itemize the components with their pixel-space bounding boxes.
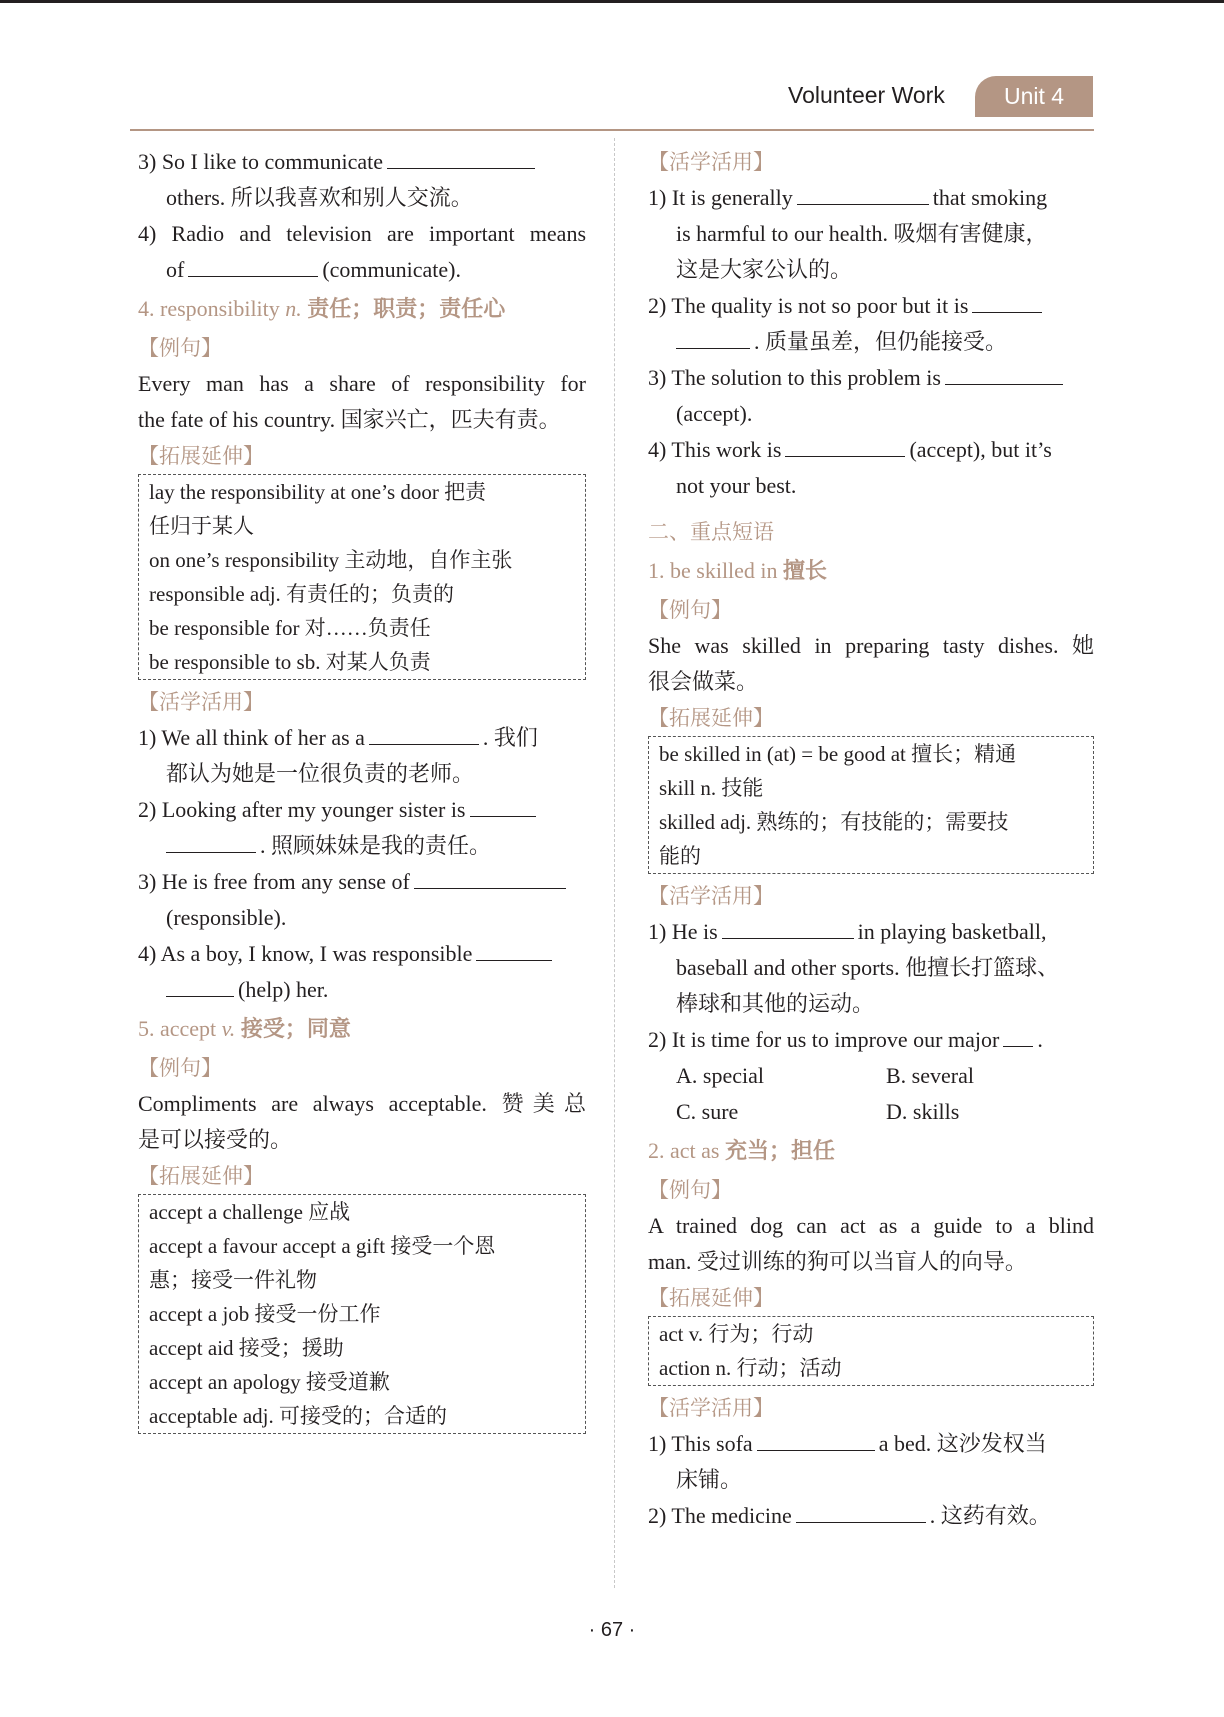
- practice-label: 【活学活用】: [138, 690, 264, 714]
- exercise-item: 3) The solution to this problem is: [648, 360, 1094, 396]
- right-column: [648, 144, 1094, 1534]
- answer-blank[interactable]: [166, 831, 256, 853]
- exercise-item: 4) As a boy, I know, I was responsible: [138, 936, 586, 972]
- extension-line: lay the responsibility at one’s door 把责: [149, 480, 487, 504]
- example-text: She was skilled in preparing tasty dishes. 她: [648, 633, 1094, 658]
- topic-heading-responsibility: 4. responsibility n. 责任；职责；责任心: [138, 296, 506, 321]
- example-text: the fate of his country. 国家兴亡，匹夫有责。: [138, 407, 561, 432]
- column-divider: [614, 138, 615, 1588]
- answer-blank[interactable]: [785, 435, 905, 457]
- extension-line: be responsible for 对……负责任: [149, 616, 431, 640]
- extension-box: [648, 736, 1094, 874]
- exercise-item-cont: (accept).: [676, 401, 753, 426]
- extension-label: 【拓展延伸】: [138, 444, 264, 468]
- practice-label: 【活学活用】: [648, 1396, 774, 1420]
- answer-blank[interactable]: [414, 867, 566, 889]
- choice-d[interactable]: D. skills: [886, 1099, 960, 1124]
- extension-line: responsible adj. 有责任的；负责的: [149, 582, 455, 606]
- example-text: A trained dog can act as a guide to a blind: [648, 1213, 1094, 1238]
- topic-heading-be-skilled-in: 1. be skilled in 擅长: [648, 558, 828, 583]
- example-text: man. 受过训练的狗可以当盲人的向导。: [648, 1249, 1027, 1274]
- header-title: Volunteer Work: [788, 82, 945, 108]
- extension-line: act v. 行为；行动: [659, 1322, 814, 1346]
- choice-a[interactable]: A. special: [676, 1063, 764, 1088]
- exercise-item: 2) It is time for us to improve our major .: [648, 1027, 1043, 1052]
- choice-c[interactable]: C. sure: [676, 1099, 739, 1124]
- answer-blank[interactable]: [797, 183, 929, 205]
- extension-line: accept aid 接受；援助: [149, 1336, 344, 1360]
- extension-line: on one’s responsibility 主动地，自作主张: [149, 548, 513, 572]
- exercise-item-cont: not your best.: [676, 473, 797, 498]
- header-rule: [130, 129, 1094, 131]
- extension-line: be skilled in (at) = be good at 擅长；精通: [659, 742, 1017, 766]
- choice-b[interactable]: B. several: [886, 1063, 974, 1088]
- extension-line: skill n. 技能: [659, 776, 764, 800]
- exercise-item-cont: baseball and other sports. 他擅长打篮球、: [676, 955, 1060, 980]
- extension-line: action n. 行动；活动: [659, 1356, 842, 1380]
- extension-line: 任归于某人: [149, 514, 254, 538]
- exercise-item: 4) This work is (accept), but it’s: [648, 437, 1052, 462]
- answer-blank[interactable]: [796, 1501, 926, 1523]
- exercise-item-cont: . 质量虽差，但仍能接受。: [648, 324, 1094, 360]
- answer-blank[interactable]: [470, 795, 536, 817]
- extension-line: be responsible to sb. 对某人负责: [149, 650, 431, 674]
- extension-label: 【拓展延伸】: [648, 706, 774, 730]
- exercise-item-cont: 床铺。: [676, 1467, 743, 1492]
- extension-line: accept a favour accept a gift 接受一个恩: [149, 1234, 496, 1258]
- answer-blank[interactable]: [369, 723, 479, 745]
- extension-label: 【拓展延伸】: [138, 1164, 264, 1188]
- choice-row: [648, 1094, 1094, 1130]
- exercise-item: 3) He is free from any sense of: [138, 864, 586, 900]
- example-label: 【例句】: [138, 1056, 222, 1080]
- extension-line: acceptable adj. 可接受的；合适的: [149, 1404, 447, 1428]
- exercise-item-cont: 都认为她是一位很负责的老师。: [166, 761, 475, 786]
- extension-label: 【拓展延伸】: [648, 1286, 774, 1310]
- exercise-item: 2) Looking after my younger sister is: [138, 792, 586, 828]
- extension-line: accept a challenge 应战: [149, 1200, 351, 1224]
- exercise-item-cont: . 照顾妹妹是我的责任。: [138, 828, 586, 864]
- answer-blank[interactable]: [676, 327, 750, 349]
- example-label: 【例句】: [138, 336, 222, 360]
- page-number: · 67 ·: [588, 1619, 636, 1641]
- answer-blank[interactable]: [757, 1429, 875, 1451]
- answer-blank[interactable]: [972, 291, 1042, 313]
- topic-heading-act-as: 2. act as 充当；担任: [648, 1138, 835, 1163]
- extension-line: skilled adj. 熟练的；有技能的；需要技: [659, 810, 1009, 834]
- exercise-item: 4) Radio and television are important means: [138, 221, 586, 246]
- exercise-item-cont: 棒球和其他的运动。: [676, 991, 875, 1016]
- unit-badge: Unit 4: [975, 76, 1093, 117]
- example-label: 【例句】: [648, 598, 732, 622]
- exercise-item-cont: 这是大家公认的。: [676, 257, 853, 282]
- example-text: 是可以接受的。: [138, 1127, 293, 1152]
- practice-label: 【活学活用】: [648, 150, 774, 174]
- top-border-line: [0, 0, 1224, 3]
- exercise-item-cont: (responsible).: [166, 905, 287, 930]
- answer-blank[interactable]: [1003, 1025, 1033, 1047]
- choice-row: [648, 1058, 1094, 1094]
- extension-box: [648, 1316, 1094, 1386]
- exercise-item: 2) The medicine . 这药有效。: [648, 1503, 1051, 1528]
- exercise-item-cont: is harmful to our health. 吸烟有害健康，: [676, 221, 1048, 246]
- exercise-item-cont: (help) her.: [138, 972, 586, 1008]
- exercise-item: 1) It is generally that smoking: [648, 185, 1048, 210]
- extension-line: accept an apology 接受道歉: [149, 1370, 390, 1394]
- exercise-item-cont: of (communicate).: [166, 257, 461, 282]
- extension-line: 能的: [659, 844, 701, 868]
- topic-heading-accept: 5. accept v. 接受；同意: [138, 1016, 351, 1041]
- example-text: Every man has a share of responsibility for: [138, 371, 586, 396]
- exercise-item: 2) The quality is not so poor but it is: [648, 288, 1094, 324]
- extension-line: 惠；接受一件礼物: [149, 1268, 317, 1292]
- answer-blank[interactable]: [166, 975, 234, 997]
- section-heading-key-phrases: 二、重点短语: [648, 520, 774, 544]
- example-text: 很会做菜。: [648, 669, 759, 694]
- exercise-item-cont: others. 所以我喜欢和别人交流。: [166, 185, 473, 210]
- extension-line: accept a job 接受一份工作: [149, 1302, 381, 1326]
- answer-blank[interactable]: [188, 255, 318, 277]
- example-text: Compliments are always acceptable. 赞美总: [138, 1091, 586, 1116]
- answer-blank[interactable]: [476, 939, 552, 961]
- exercise-item: 1) We all think of her as a . 我们: [138, 725, 538, 750]
- answer-blank[interactable]: [945, 363, 1063, 385]
- exercise-item: 1) This sofa a bed. 这沙发权当: [648, 1431, 1047, 1456]
- extension-box: [138, 1194, 586, 1434]
- exercise-item: 1) He is in playing basketball,: [648, 919, 1047, 944]
- left-column: [138, 144, 586, 1438]
- answer-blank[interactable]: [722, 917, 854, 939]
- exercise-item: 3) So I like to communicate: [138, 144, 586, 180]
- example-label: 【例句】: [648, 1178, 732, 1202]
- practice-label: 【活学活用】: [648, 884, 774, 908]
- extension-box: [138, 474, 586, 680]
- answer-blank[interactable]: [387, 147, 535, 169]
